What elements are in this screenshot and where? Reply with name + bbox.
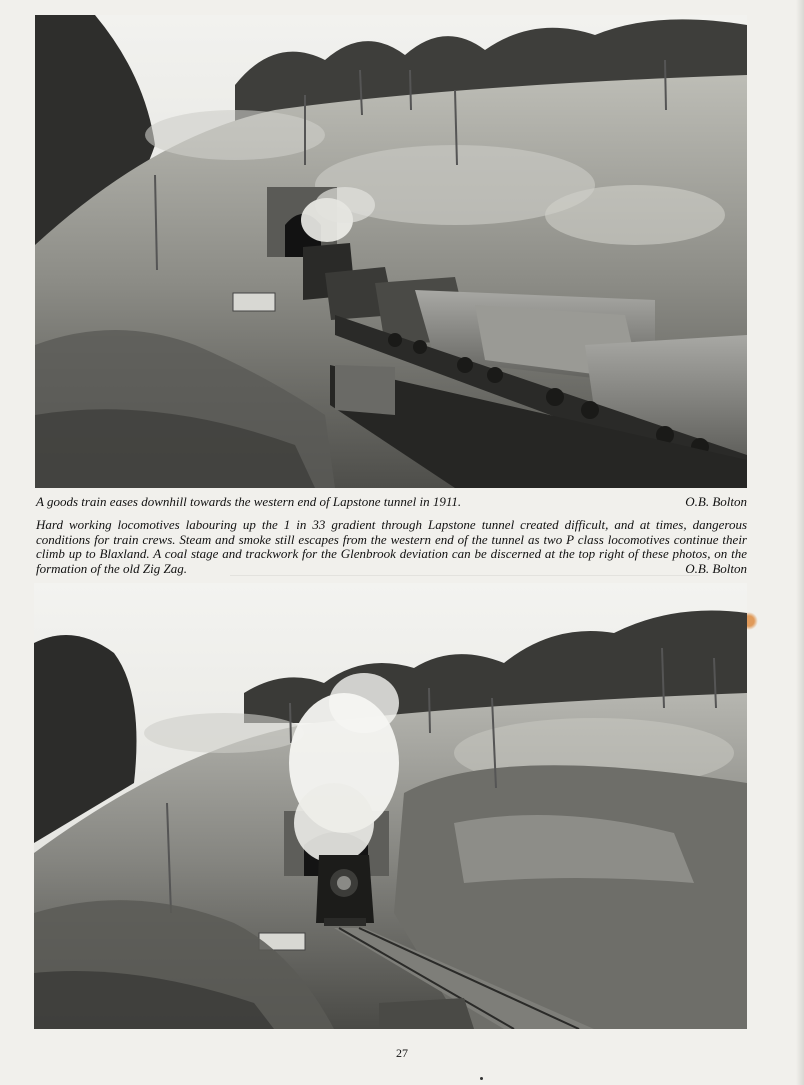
page-number: 27 [396, 1046, 408, 1060]
page-edge-shadow [796, 0, 804, 1085]
photo-top-image [35, 15, 747, 488]
photo-bottom-image [34, 583, 747, 1029]
caption-top [36, 494, 747, 509]
caption-bottom [36, 518, 747, 576]
caption-top-text: A goods train eases downhill towards the western end of Lapstone tunnel in 1911. [36, 494, 462, 509]
photo-credit-top: O.B. Bolton [685, 494, 747, 509]
caption-bottom-text: Hard working locomotives labouring up the 1 in 33 gradient through Lapstone tunnel created difficult, and at times, dangerous conditions for train crews. Steam and smoke still escapes from the western end of the tunnel as two P class locomotives continue their climb up to Blaxland. A coal stage and trackwork for the Glenbrook deviation can be discerned at the top right of these photos, on the formation of the old Zig Zag. [36, 517, 747, 576]
photo-goods-train-lapstone-tunnel [35, 15, 747, 488]
photo-credit-bottom: O.B. Bolton [685, 560, 747, 576]
print-speck [480, 1077, 483, 1080]
photo-p-class-locomotives-lapstone-tunnel [34, 583, 747, 1029]
